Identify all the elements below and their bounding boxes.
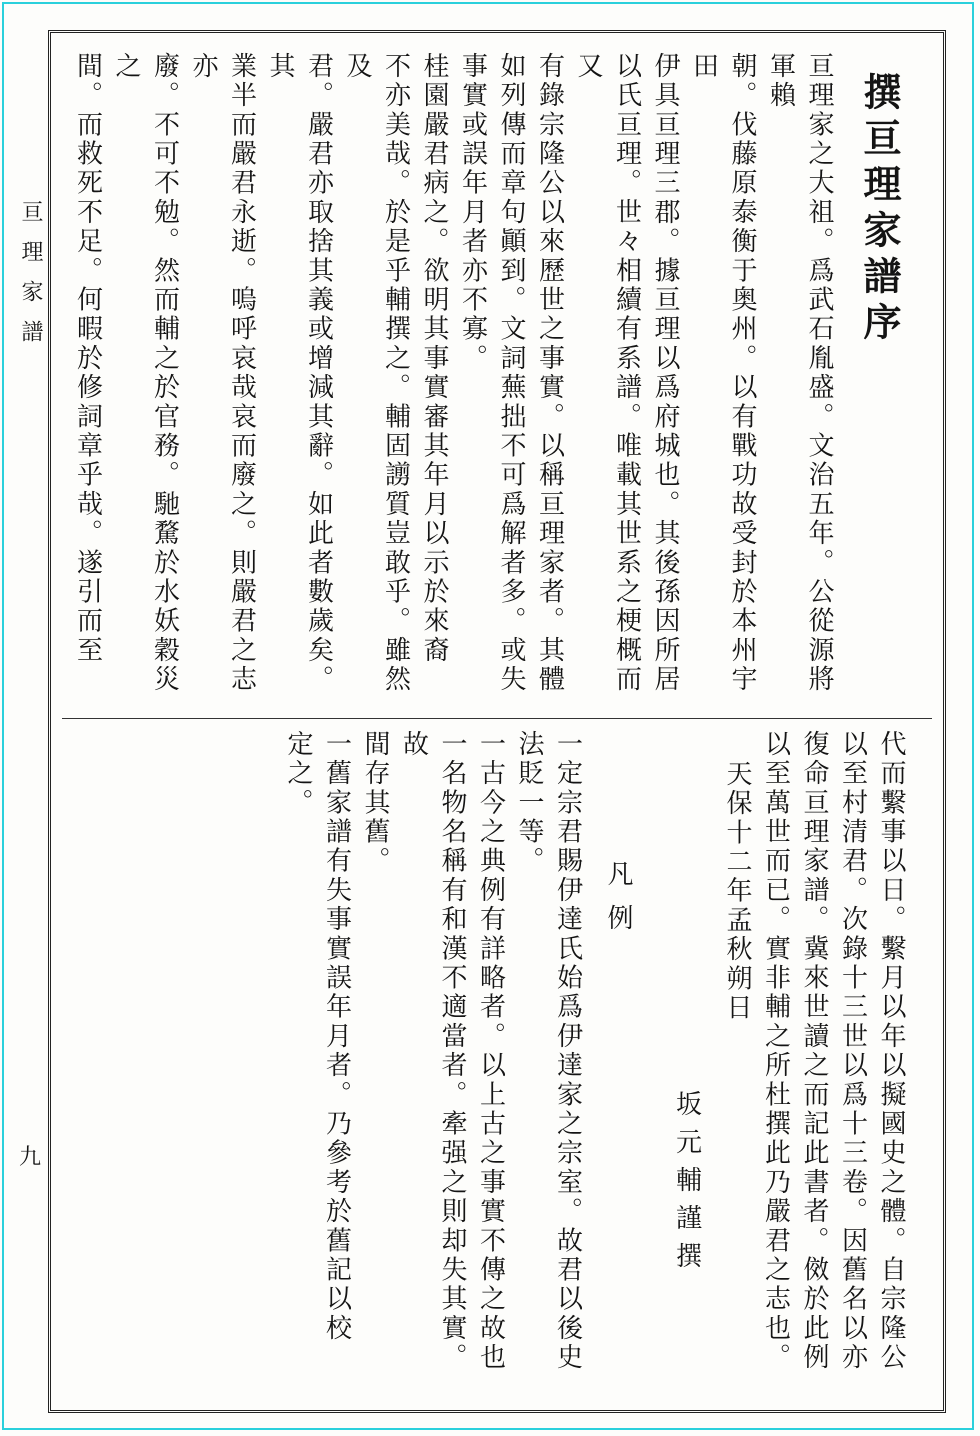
preface-line: 伊具亘理三郡。據亘理以爲府城也。其後孫因所居 (650, 52, 680, 695)
preface-line: 事實或誤年月者亦不寡。 (457, 52, 488, 374)
fanli-heading: 凡例 (603, 860, 633, 948)
running-title: 亘理家譜 (18, 200, 43, 360)
preface-line: 不亦美哉。於是乎輔撰之。輔固謭質豈敢乎。雖然及 (342, 52, 411, 695)
preface-line: 如列傳而章句顚到。文詞蕪拙不可爲解者多。或失 (496, 52, 526, 695)
preface-continuation-line: 以至村清君。次錄十三世以爲十三卷。因舊名以亦 (837, 730, 868, 1373)
preface-author: 坂元輔謹撰 (671, 1090, 702, 1280)
preface-section (70, 52, 910, 704)
preface-line: 亘理家之大祖。爲武石胤盛。文治五年。公從源將軍賴 (765, 52, 834, 695)
preface-line: 君。嚴君亦取捨其義或增減其辭。如此者數歲矣。其 (265, 52, 334, 695)
section-divider (62, 718, 932, 719)
preface-line: 有錄宗隆公以來歷世之事實。以稱亘理家者。其體 (534, 52, 565, 695)
preface-continuation-line: 代而繫事以日。繫月以年以擬國史之體。自宗隆公 (876, 730, 906, 1373)
fanli-line: 定之。 (283, 730, 313, 818)
preface-continuation-line: 以至萬世而已。實非輔之所杜撰此乃嚴君之志也。 (760, 730, 791, 1373)
fanli-line: 法貶一等。 (514, 730, 544, 876)
preface-continuation-line: 復命亘理家譜。冀來世讀之而記此書者。傚於此例 (799, 730, 829, 1373)
lower-section (70, 730, 910, 1390)
preface-date: 天保十二年孟秋朔日 (722, 760, 752, 1023)
preface-line: 以氏亘理。世々相續有系譜。唯載其世系之梗概而又 (573, 52, 642, 695)
spacer (637, 730, 667, 1390)
page-number: 九 (18, 1145, 41, 1170)
fanli-line: 間存其舊。 (360, 730, 390, 876)
preface-title: 撰亘理家譜序 (857, 72, 902, 348)
fanli-line: 一古今之典例有詳略者。以上古之事實不傳之故也 (475, 730, 506, 1373)
preface-line: 廢。不可不勉。然而輔之於官務。馳騖於水妖穀災之 (111, 52, 180, 695)
preface-line: 朝。伐藤原泰衡于奥州。以有戰功故受封於本州宇田 (688, 52, 757, 695)
fanli-line: 一名物名稱有和漢不適當者。牽强之則却失其實。故 (398, 730, 467, 1373)
spacer (706, 730, 718, 1390)
spacer (587, 730, 599, 1390)
fanli-line: 一定宗君賜伊達氏始爲伊達家之宗室。故君以後史 (552, 730, 583, 1373)
fanli-line: 一舊家譜有失事實誤年月者。乃參考於舊記以校 (321, 730, 352, 1344)
preface-line: 業半而嚴君永逝。嗚呼哀哉哀而廢之。則嚴君之志亦 (188, 52, 257, 695)
preface-line: 間。而救死不足。何暇於修詞章乎哉。遂引而至 (72, 52, 103, 666)
preface-line: 桂園嚴君病之。欲明其事實審其年月以示於來裔 (419, 52, 449, 666)
